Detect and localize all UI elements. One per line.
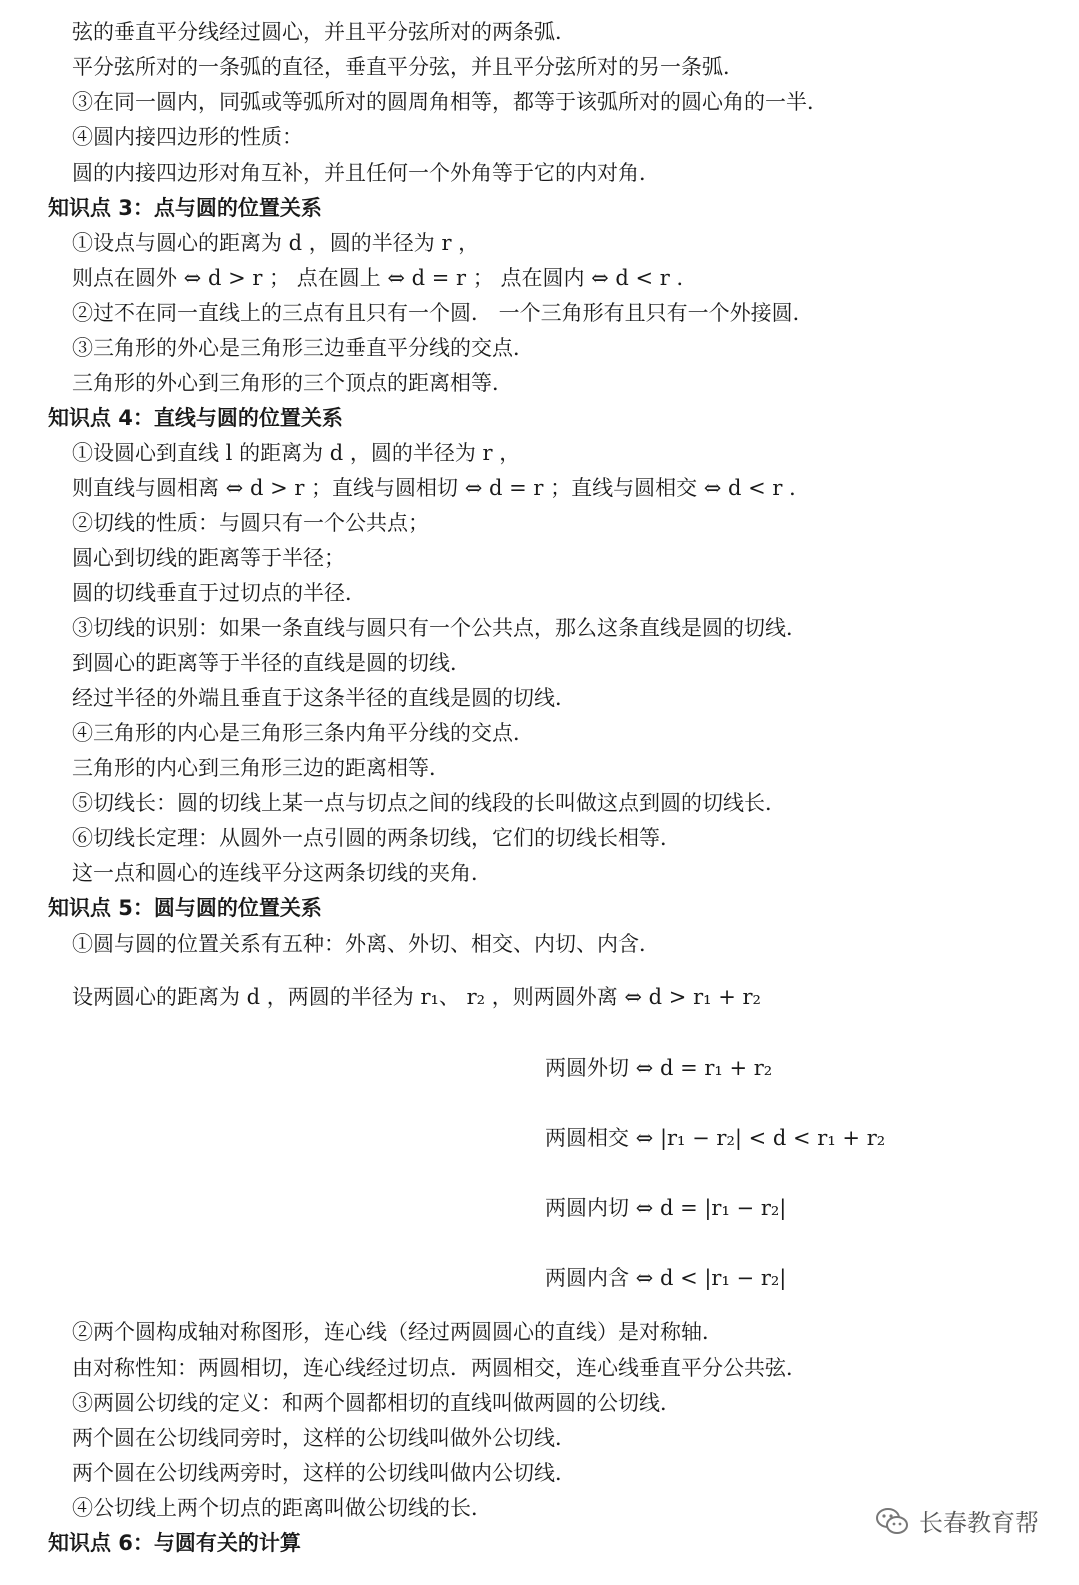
text-line: ③三角形的外心是三角形三边垂直平分线的交点． bbox=[72, 336, 534, 360]
text-line: ②切线的性质：与圆只有一个公共点； bbox=[72, 511, 429, 535]
watermark-text: 长春教育帮 bbox=[919, 1509, 1039, 1537]
text-line: 三角形的外心到三角形的三个顶点的距离相等． bbox=[72, 371, 513, 395]
text-line: 由对称性知：两圆相切，连心线经过切点．两圆相交，连心线垂直平分公共弦． bbox=[72, 1356, 807, 1380]
text-line: 则直线与圆相离 ⇔ d > r ；直线与圆相切 ⇔ d = r ；直线与圆相交 ⇔ d < r ． bbox=[72, 476, 811, 500]
watermark bbox=[875, 1503, 1039, 1538]
text-line: 设两圆心的距离为 d ，两圆的半径为 r₁、 r₂ ，则两圆外离 ⇔ d > r₁ + r₂ bbox=[72, 985, 761, 1009]
text-line: ③在同一圆内，同弧或等弧所对的圆周角相等，都等于该弧所对的圆心角的一半． bbox=[72, 90, 828, 114]
section-heading: 知识点 6：与圆有关的计算 bbox=[48, 1531, 301, 1555]
section-heading: 知识点 5：圆与圆的位置关系 bbox=[48, 896, 322, 920]
section-heading: 知识点 4：直线与圆的位置关系 bbox=[48, 406, 343, 430]
wechat-icon bbox=[875, 1506, 909, 1536]
text-line: ⑤切线长：圆的切线上某一点与切点之间的线段的长叫做这点到圆的切线长． bbox=[72, 791, 786, 815]
equation-contain: 两圆内含 ⇔ d < |r₁ − r₂| bbox=[545, 1266, 787, 1290]
text-line: ⑥切线长定理：从圆外一点引圆的两条切线，它们的切线长相等． bbox=[72, 826, 681, 850]
section-heading: 知识点 3：点与圆的位置关系 bbox=[48, 196, 322, 220]
equation-internal-tangent: 两圆内切 ⇔ d = |r₁ − r₂| bbox=[545, 1196, 787, 1220]
text-line: ②过不在同一直线上的三点有且只有一个圆． 一个三角形有且只有一个外接圆． bbox=[72, 301, 814, 325]
text-line: ④三角形的内心是三角形三条内角平分线的交点． bbox=[72, 721, 534, 745]
text-line: ④圆内接四边形的性质： bbox=[72, 125, 303, 149]
text-line: 两个圆在公切线两旁时，这样的公切线叫做内公切线． bbox=[72, 1461, 576, 1485]
text-line: ②两个圆构成轴对称图形，连心线（经过两圆圆心的直线）是对称轴． bbox=[72, 1320, 723, 1344]
text-line: ④公切线上两个切点的距离叫做公切线的长． bbox=[72, 1496, 492, 1520]
equation-external-tangent: 两圆外切 ⇔ d = r₁ + r₂ bbox=[545, 1056, 773, 1080]
text-line: 三角形的内心到三角形三边的距离相等． bbox=[72, 756, 450, 780]
text-line: 到圆心的距离等于半径的直线是圆的切线． bbox=[72, 651, 471, 675]
text-line: ①设圆心到直线 l 的距离为 d ，圆的半径为 r ， bbox=[72, 441, 521, 465]
text-line: ①设点与圆心的距离为 d ，圆的半径为 r ， bbox=[72, 231, 480, 255]
text-line: ①圆与圆的位置关系有五种：外离、外切、相交、内切、内含． bbox=[72, 932, 660, 956]
text-line: 圆心到切线的距离等于半径； bbox=[72, 546, 345, 570]
text-line: 两个圆在公切线同旁时，这样的公切线叫做外公切线． bbox=[72, 1426, 576, 1450]
text-line: ③切线的识别：如果一条直线与圆只有一个公共点，那么这条直线是圆的切线． bbox=[72, 616, 807, 640]
equation-intersect: 两圆相交 ⇔ |r₁ − r₂| < d < r₁ + r₂ bbox=[545, 1126, 886, 1150]
text-line: 这一点和圆心的连线平分这两条切线的夹角． bbox=[72, 861, 492, 885]
text-line: 经过半径的外端且垂直于这条半径的直线是圆的切线． bbox=[72, 686, 576, 710]
text-line: 弦的垂直平分线经过圆心，并且平分弦所对的两条弧． bbox=[72, 20, 576, 44]
text-line: ③两圆公切线的定义：和两个圆都相切的直线叫做两圆的公切线． bbox=[72, 1391, 681, 1415]
text-line: 则点在圆外 ⇔ d > r ； 点在圆上 ⇔ d = r ； 点在圆内 ⇔ d < r ． bbox=[72, 266, 698, 290]
text-line: 平分弦所对的一条弧的直径，垂直平分弦，并且平分弦所对的另一条弧． bbox=[72, 55, 744, 79]
text-line: 圆的切线垂直于过切点的半径． bbox=[72, 581, 366, 605]
text-line: 圆的内接四边形对角互补，并且任何一个外角等于它的内对角． bbox=[72, 161, 660, 185]
